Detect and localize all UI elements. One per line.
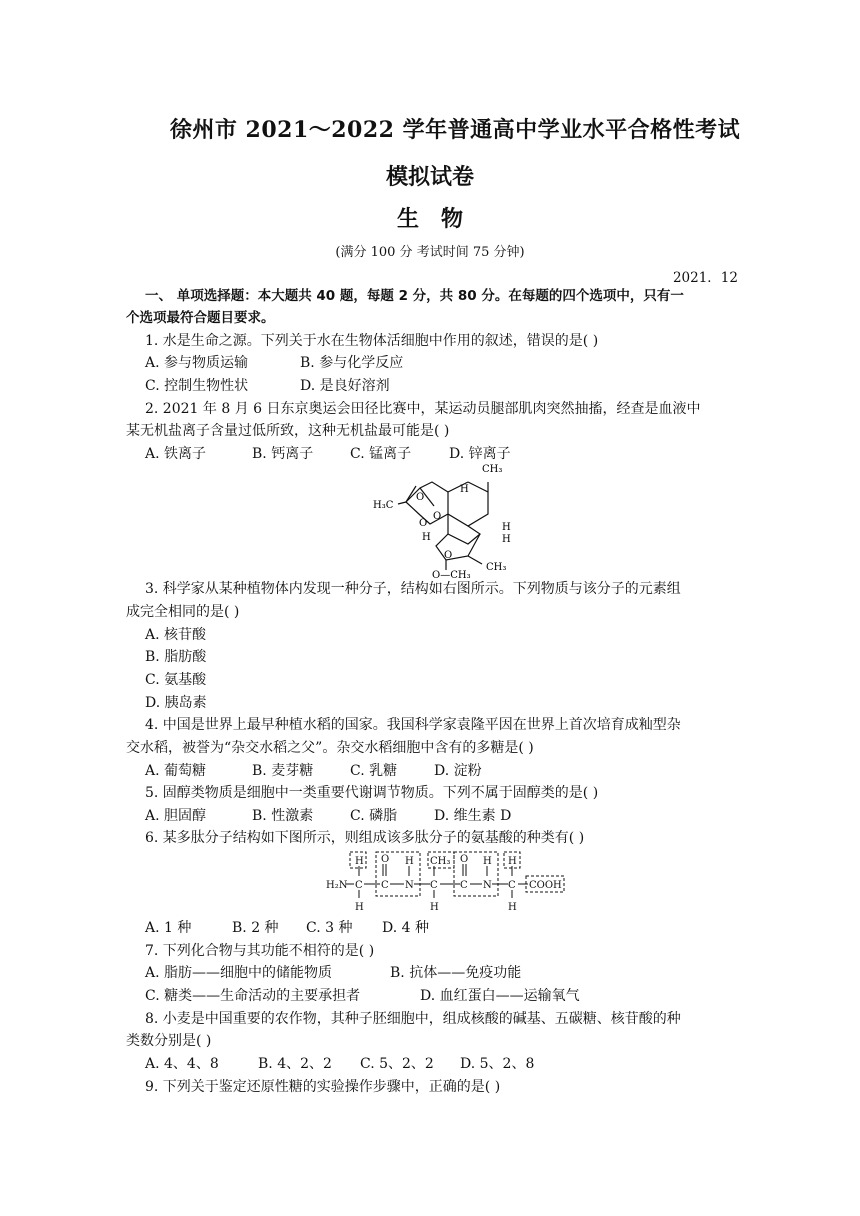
section-heading: 一、 单项选择题：本大题共 40 题，每题 2 分，共 80 分。在每题的四个选项中，只有一 xyxy=(145,288,684,304)
question-9-stem: 9. 下列关于鉴定还原性糖的实验操作步骤中，正确的是( ) xyxy=(145,1079,501,1095)
question-7-stem: 7. 下列化合物与其功能不相符的是( ) xyxy=(145,943,375,959)
q7-option-b: B. 抗体——免疫功能 xyxy=(390,965,522,981)
q6-option-b: B. 2 种 xyxy=(232,920,279,936)
methoxy-label: O—CH₃ xyxy=(432,570,471,580)
subject-title: 生物 xyxy=(396,206,485,232)
q8-option-d: D. 5、2、8 xyxy=(460,1056,535,1072)
q5-option-c: C. 磷脂 xyxy=(350,808,398,824)
molecule-structure-figure xyxy=(370,460,530,580)
peptide-c4: C xyxy=(460,880,468,891)
peptide-n2: N xyxy=(483,880,492,891)
peptide-h3: H xyxy=(405,856,414,867)
methyl-label-top: CH₃ xyxy=(482,464,503,475)
peptide-c1: C xyxy=(355,880,363,891)
peptide-h4: H xyxy=(430,902,439,913)
question-6-stem: 6. 某多肽分子结构如下图所示，则组成该多肽分子的氨基酸的种类有( ) xyxy=(145,830,585,846)
peptide-h7: H xyxy=(508,902,517,913)
question-3-stem: 3. 科学家从某种植物体内发现一种分子，结构如右图所示。下列物质与该分子的元素组 xyxy=(145,581,681,597)
q4-option-a: A. 葡萄糖 xyxy=(145,763,207,779)
peptide-c2: C xyxy=(381,880,389,891)
question-1-stem: 1. 水是生命之源。下列关于水在生物体活细胞中作用的叙述，错误的是( ) xyxy=(145,333,599,349)
peptide-o1: O xyxy=(381,854,390,865)
peptide-cooh: COOH xyxy=(529,880,562,891)
peptide-h2n: H₂N xyxy=(326,880,348,891)
question-2-stem-cont: 某无机盐离子含量过低所致，这种无机盐最可能是( ) xyxy=(126,423,450,439)
q6-option-d: D. 4 种 xyxy=(382,920,429,936)
peptide-h1: H xyxy=(355,856,364,867)
q7-option-d: D. 血红蛋白——运输氧气 xyxy=(420,988,580,1004)
q3-option-a: A. 核苷酸 xyxy=(145,627,207,643)
hydrogen-label-4: H xyxy=(422,532,431,543)
methyl-label-bottom: CH₃ xyxy=(486,562,507,573)
q2-option-a: A. 铁离子 xyxy=(145,446,207,462)
q1-option-d: D. 是良好溶剂 xyxy=(300,378,390,394)
q4-option-d: D. 淀粉 xyxy=(434,763,482,779)
hydrogen-label-1: H xyxy=(460,484,469,495)
peptide-n1: N xyxy=(405,880,414,891)
q6-option-c: C. 3 种 xyxy=(306,920,353,936)
question-4-stem-cont: 交水稻，被誉为“杂交水稻之父”。杂交水稻细胞中含有的多糖是( ) xyxy=(126,740,534,756)
q7-option-a: A. 脂肪——细胞中的储能物质 xyxy=(145,965,333,981)
q5-option-a: A. 胆固醇 xyxy=(145,808,207,824)
peptide-o2: O xyxy=(460,854,469,865)
q5-option-d: D. 维生素 D xyxy=(434,808,512,824)
question-8-stem-cont: 类数分别是( ) xyxy=(126,1033,212,1049)
methyl-label-left: H₃C xyxy=(373,500,394,511)
q7-option-c: C. 糖类——生命活动的主要承担者 xyxy=(145,988,361,1004)
q6-option-a: A. 1 种 xyxy=(145,920,192,936)
peptide-c5: C xyxy=(508,880,516,891)
peptide-h5: H xyxy=(483,856,492,867)
oxygen-label-1: O xyxy=(416,492,425,503)
question-2-stem: 2. 2021 年 8 月 6 日东京奥运会田径比赛中，某运动员腿部肌肉突然抽搐，经查是血液中 xyxy=(145,401,701,417)
q4-option-c: C. 乳糖 xyxy=(350,763,398,779)
hydrogen-label-2: H xyxy=(502,522,511,533)
peptide-h6: H xyxy=(508,856,517,867)
q8-option-a: A. 4、4、8 xyxy=(145,1056,219,1072)
exam-date: 2021．12 xyxy=(672,270,738,286)
q3-option-b: B. 脂肪酸 xyxy=(145,649,207,665)
polypeptide-structure-figure xyxy=(320,850,570,916)
q3-option-c: C. 氨基酸 xyxy=(145,672,207,688)
q2-option-b: B. 钙离子 xyxy=(252,446,314,462)
q1-option-c: C. 控制生物性状 xyxy=(145,378,249,394)
peptide-ch3: CH₃ xyxy=(430,856,451,867)
q1-option-a: A. 参与物质运输 xyxy=(145,355,249,371)
section-heading-cont: 个选项最符合题目要求。 xyxy=(126,310,275,326)
q8-option-b: B. 4、2、2 xyxy=(258,1056,332,1072)
q4-option-b: B. 麦芽糖 xyxy=(252,763,314,779)
q3-option-d: D. 胰岛素 xyxy=(145,695,207,711)
oxygen-label-2: O xyxy=(433,511,442,522)
question-8-stem: 8. 小麦是中国重要的农作物，其种子胚细胞中，组成核酸的碱基、五碳糖、核苷酸的种 xyxy=(145,1011,681,1027)
q8-option-c: C. 5、2、2 xyxy=(360,1056,434,1072)
q2-option-c: C. 锰离子 xyxy=(350,446,412,462)
exam-info: (满分 100 分 考试时间 75 分钟) xyxy=(335,245,525,260)
peptide-c3: C xyxy=(430,880,438,891)
question-4-stem: 4. 中国是世界上最早种植水稻的国家。我国科学家袁隆平因在世界上首次培育成籼型杂 xyxy=(145,717,681,733)
q1-option-b: B. 参与化学反应 xyxy=(300,355,404,371)
q5-option-b: B. 性激素 xyxy=(252,808,314,824)
exam-title: 徐州市 2021～2022 学年普通高中学业水平合格性考试 xyxy=(169,117,741,143)
exam-subtitle: 模拟试卷 xyxy=(385,164,474,190)
question-3-stem-cont: 成完全相同的是( ) xyxy=(126,604,240,620)
question-5-stem: 5. 固醇类物质是细胞中一类重要代谢调节物质。下列不属于固醇类的是( ) xyxy=(145,785,599,801)
oxygen-label-4: O xyxy=(444,550,453,561)
q2-option-d: D. 锌离子 xyxy=(449,446,511,462)
oxygen-label-3: O xyxy=(419,518,428,529)
hydrogen-label-3: H xyxy=(502,534,511,545)
peptide-h2: H xyxy=(355,902,364,913)
